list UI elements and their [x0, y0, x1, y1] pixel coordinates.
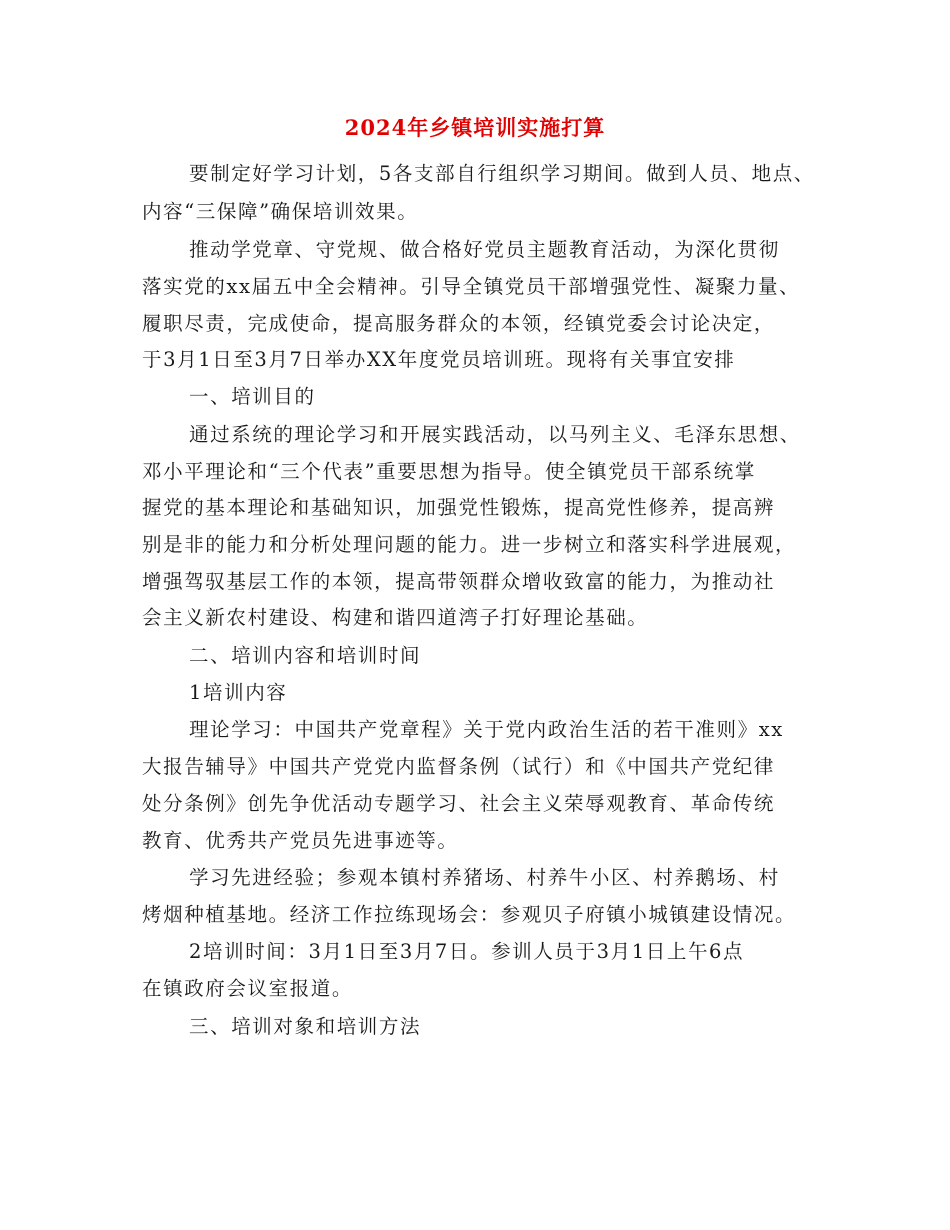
paragraph-line: 大报告辅导》中国共产党党内监督条例（试行）和《中国共产党纪律 [142, 755, 776, 778]
paragraph-line: 理论学习：中国共产党章程》关于党内政治生活的若干准则》xx [189, 718, 784, 741]
paragraph-line: 推动学党章、守党规、做合格好党员主题教育活动，为深化贯彻 [189, 238, 780, 261]
paragraph-line: 通过系统的理论学习和开展实践活动，以马列主义、毛泽东思想、 [189, 423, 801, 446]
paragraph-line: 教育、优秀共产党员先进事迹等。 [142, 829, 459, 852]
document-title: 2024年乡镇培训实施打算 [344, 115, 606, 140]
section-heading: 一、培训目的 [189, 385, 316, 408]
paragraph-line: 邓小平理论和“三个代表”重要思想为指导。使全镇党员干部系统掌 [142, 460, 756, 483]
section-heading: 三、培训对象和培训方法 [189, 1015, 422, 1038]
paragraph-line: 要制定好学习计划，5各支部自行组织学习期间。做到人员、地点、 [189, 162, 815, 185]
paragraph-line: 处分条例》创先争优活动专题学习、社会主义荣辱观教育、革命传统 [142, 792, 776, 815]
paragraph-line: 内容“三保障”确保培训效果。 [142, 200, 419, 223]
paragraph-line: 在镇政府会议室报道。 [142, 977, 354, 1000]
paragraph-line: 于3月1日至3月7日举办XX年度党员培训班。现将有关事宜安排 [142, 348, 736, 371]
paragraph-line: 烤烟种植基地。经济工作拉练现场会：参观贝子府镇小城镇建设情况。 [142, 903, 797, 926]
paragraph-line: 别是非的能力和分析处理问题的能力。进一步树立和落实科学进展观， [142, 533, 797, 556]
section-heading: 二、培训内容和培训时间 [189, 644, 422, 667]
paragraph-line: 落实党的xx届五中全会精神。引导全镇党员干部增强党性、凝聚力量、 [142, 275, 801, 298]
paragraph-line: 学习先进经验；参观本镇村养猪场、村养牛小区、村养鹅场、村 [189, 866, 780, 889]
paragraph-line: 增强驾驭基层工作的本领，提高带领群众增收致富的能力，为推动社 [142, 570, 776, 593]
paragraph-line: 握党的基本理论和基础知识，加强党性锻炼，提高党性修养，提高辨 [142, 496, 776, 519]
paragraph-line: 会主义新农村建设、构建和谐四道湾子打好理论基础。 [142, 606, 649, 629]
subsection-heading: 1培训内容 [189, 681, 288, 704]
paragraph-line: 2培训时间：3月1日至3月7日。参训人员于3月1日上午6点 [189, 940, 745, 963]
paragraph-line: 履职尽责，完成使命，提高服务群众的本领，经镇党委会讨论决定， [142, 312, 776, 335]
